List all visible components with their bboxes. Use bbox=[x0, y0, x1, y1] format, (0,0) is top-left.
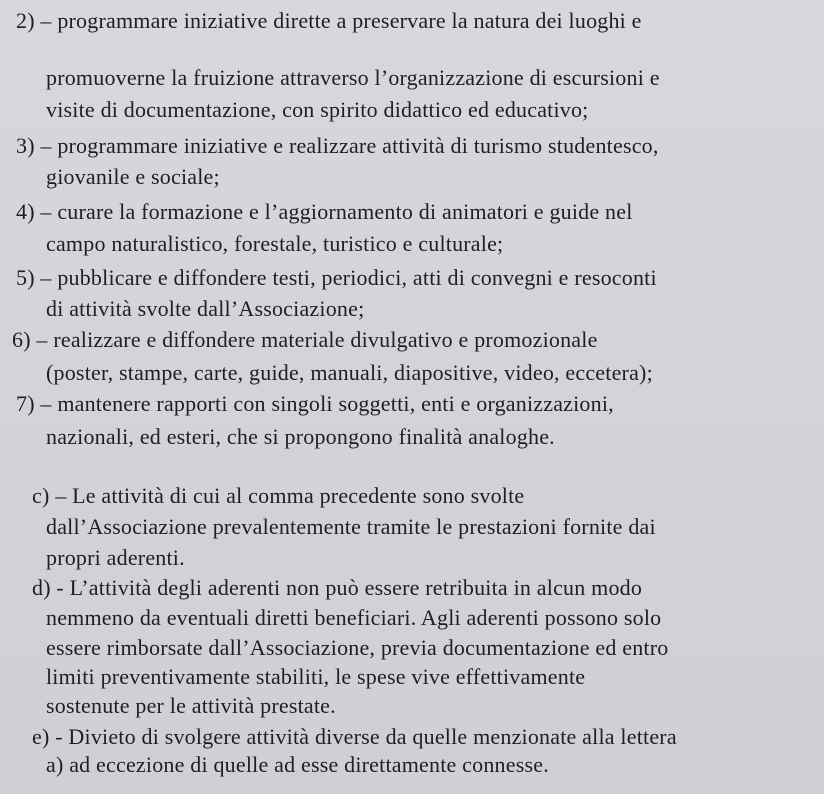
item-2-line-1: 2) – programmare iniziative dirette a preservare la natura dei luoghi e bbox=[16, 8, 642, 33]
item-6-line-1: 6) – realizzare e diffondere materiale divulgativo e promozionale bbox=[12, 327, 598, 352]
paragraph-d-line-3: essere rimborsate dall’Associazione, previa documentazione ed entro bbox=[46, 635, 669, 660]
paragraph-c-line-2: dall’Associazione prevalentemente tramite le prestazioni fornite dai bbox=[46, 514, 656, 539]
item-2-line-2: promuoverne la fruizione attraverso l’organizzazione di escursioni e bbox=[46, 65, 660, 90]
paragraph-d-line-2: nemmeno da eventuali diretti beneficiari. Agli aderenti possono solo bbox=[46, 605, 662, 630]
paragraph-e-line-1: e) - Divieto di svolgere attività diverse da quelle menzionate alla lettera bbox=[32, 724, 677, 749]
item-4-line-2: campo naturalistico, forestale, turistico e culturale; bbox=[46, 231, 504, 256]
item-7-line-1: 7) – mantenere rapporti con singoli soggetti, enti e organizzazioni, bbox=[16, 391, 614, 416]
paragraph-d-line-1: d) - L’attività degli aderenti non può essere retribuita in alcun modo bbox=[32, 575, 643, 600]
item-7-line-2: nazionali, ed esteri, che si propongono finalità analoghe. bbox=[46, 424, 555, 449]
item-6-line-2: (poster, stampe, carte, guide, manuali, diapositive, video, eccetera); bbox=[46, 360, 653, 385]
item-5-line-1: 5) – pubblicare e diffondere testi, periodici, atti di convegni e resoconti bbox=[16, 265, 657, 290]
item-3-line-1: 3) – programmare iniziative e realizzare attività di turismo studentesco, bbox=[16, 133, 659, 158]
paragraph-e-line-2: a) ad eccezione di quelle ad esse direttamente connesse. bbox=[46, 752, 549, 777]
paragraph-d-line-5: sostenute per le attività prestate. bbox=[46, 693, 336, 718]
item-5-line-2: di attività svolte dall’Associazione; bbox=[46, 296, 365, 321]
item-4-line-1: 4) – curare la formazione e l’aggiornamento di animatori e guide nel bbox=[16, 199, 633, 224]
paragraph-d-line-4: limiti preventivamente stabiliti, le spese vive effettivamente bbox=[46, 664, 586, 689]
paragraph-c-line-1: c) – Le attività di cui al comma precedente sono svolte bbox=[32, 483, 525, 508]
item-3-line-2: giovanile e sociale; bbox=[46, 164, 220, 189]
item-2-line-3: visite di documentazione, con spirito didattico ed educativo; bbox=[46, 97, 589, 122]
paragraph-c-line-3: propri aderenti. bbox=[46, 545, 185, 570]
